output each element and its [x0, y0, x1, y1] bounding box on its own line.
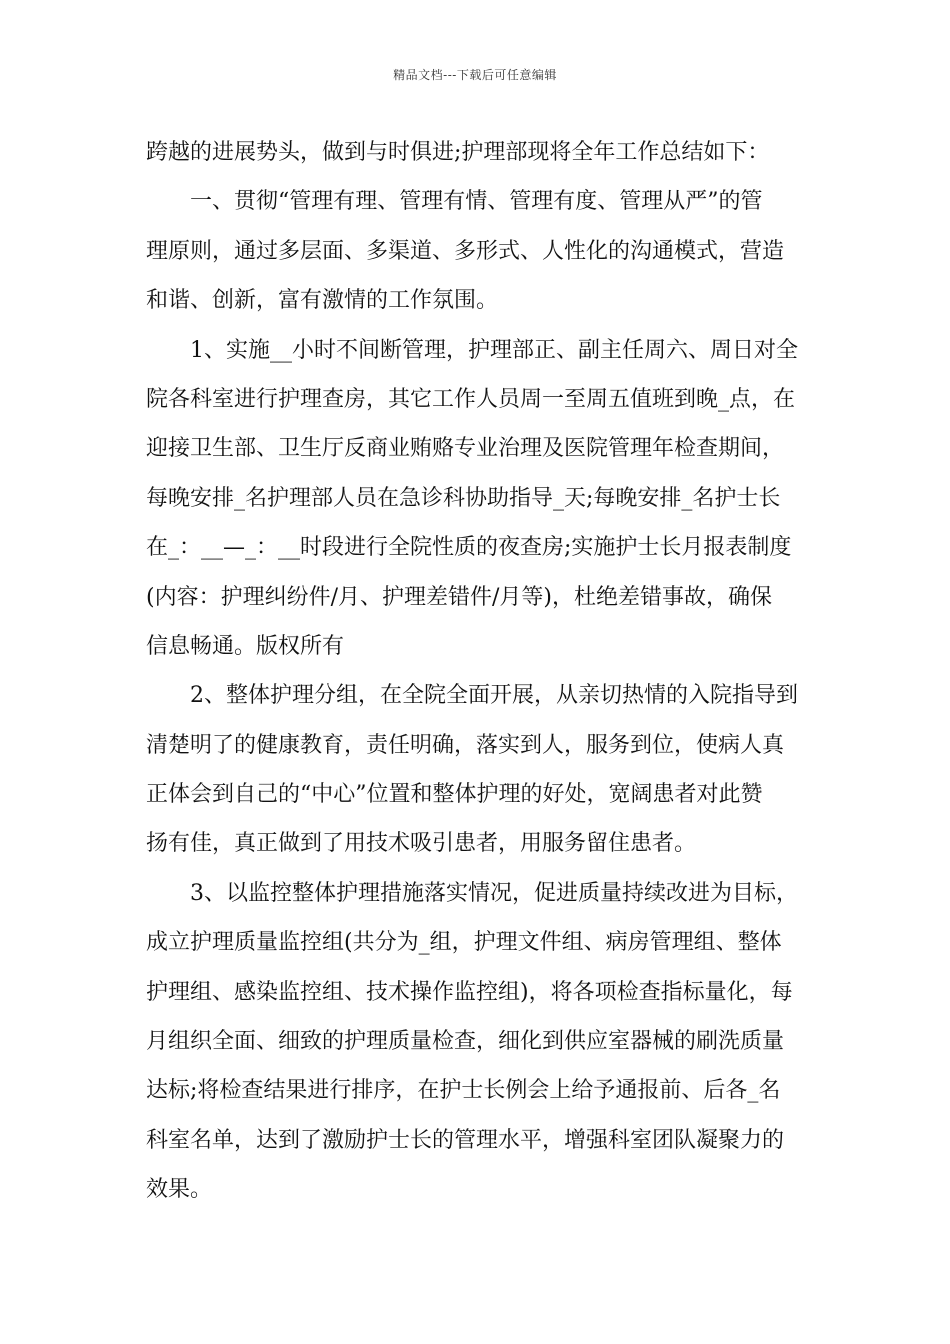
- text-line: (内容：护理纠纷件/月、护理差错件/月等)，杜绝差错事故，确保: [146, 584, 772, 610]
- text-line: 清楚明了的健康教育，责任明确，落实到人，服务到位，使病人真: [146, 732, 785, 758]
- text-line: 院各科室进行护理查房，其它工作人员周一至周五值班到晚_点，在: [146, 386, 796, 412]
- text-line: 和谐、创新，富有激情的工作氛围。: [146, 288, 499, 314]
- text-line: 3、以监控整体护理措施落实情况，促进质量持续改进为目标，: [190, 880, 798, 906]
- text-line: 成立护理质量监控组(共分为_组，护理文件组、病房管理组、整体: [146, 930, 782, 956]
- text-line: 正体会到自己的“中心”位置和整体护理的好处，宽阔患者对此赞: [146, 782, 763, 808]
- text-line: 一、贯彻“管理有理、管理有情、管理有度、管理从严”的管: [190, 189, 763, 215]
- document-body: [146, 128, 808, 1215]
- text-line: 1、实施__小时不间断管理，护理部正、副主任周六、周日对全: [190, 337, 798, 363]
- text-line: 效果。: [146, 1177, 213, 1203]
- text-line: 理原则，通过多层面、多渠道、多形式、人性化的沟通模式，营造: [146, 238, 785, 264]
- text-line: 达标;将检查结果进行排序，在护士长例会上给予通报前、后各_名: [146, 1078, 781, 1104]
- text-line: 每晚安排_名护理部人员在急诊科协助指导_天;每晚安排_名护士长: [146, 485, 781, 511]
- text-line: 在_：__—_：__时段进行全院性质的夜查房;实施护士长月报表制度: [146, 535, 792, 561]
- text-line: 2、整体护理分组，在全院全面开展，从亲切热情的入院指导到: [190, 683, 798, 709]
- text-line: 科室名单，达到了激励护士长的管理水平，增强科室团队凝聚力的: [146, 1127, 785, 1153]
- text-line: 跨越的进展势头，做到与时俱进;护理部现将全年工作总结如下：: [146, 140, 770, 165]
- text-line: 护理组、感染监控组、技术操作监控组)，将各项检查指标量化，每: [146, 979, 793, 1005]
- text-line: 扬有佳，真正做到了用技术吸引患者，用服务留住患者。: [146, 831, 697, 857]
- page-header: 精品文档---下载后可任意编辑: [393, 68, 557, 82]
- text-line: 信息畅通。版权所有: [146, 633, 345, 659]
- text-line: 迎接卫生部、卫生厅反商业贿赂专业治理及医院管理年检查期间，: [146, 436, 785, 462]
- text-line: 月组织全面、细致的护理质量检查，细化到供应室器械的刷洗质量: [146, 1029, 785, 1055]
